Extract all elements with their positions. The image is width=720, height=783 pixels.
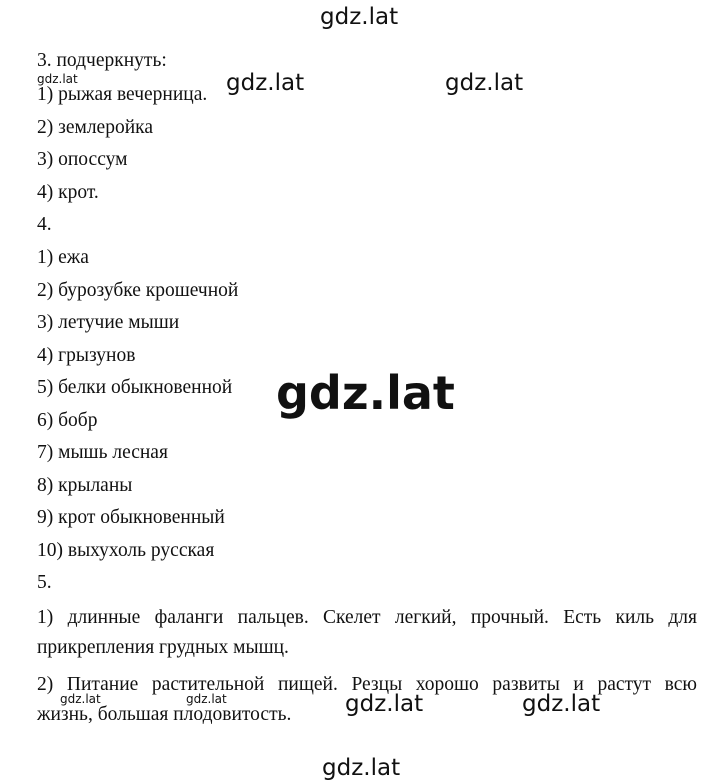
paragraph-line: 2) Питание растительной пищей. Резцы хорошо развиты и растут всю (37, 674, 697, 695)
paragraph-line: прикрепления грудных мышц. (37, 637, 289, 658)
task4-item: 10) выхухоль русская (37, 540, 215, 561)
watermark-mid: gdz.lat (345, 691, 424, 717)
task4-item: 2) бурозубке крошечной (37, 280, 239, 301)
task5-paragraph-1 (37, 603, 697, 663)
task4-item: 7) мышь лесная (37, 442, 168, 463)
paragraph-line: жизнь, большая плодовитость. (37, 704, 292, 725)
task3-item: 4) крот. (37, 182, 99, 203)
task4-item: 9) крот обыкновенный (37, 507, 225, 528)
watermark-big: gdz.lat (276, 366, 455, 420)
watermark-bottom: gdz.lat (322, 755, 401, 781)
task4-item: 8) крыланы (37, 475, 133, 496)
task4-item: 1) ежа (37, 247, 89, 268)
task3-item: 3) опоссум (37, 149, 128, 170)
watermark-mid: gdz.lat (226, 70, 305, 96)
task4-item: 5) белки обыкновенной (37, 377, 233, 398)
watermark-mid: gdz.lat (445, 70, 524, 96)
watermark-top: gdz.lat (320, 4, 399, 30)
watermark-tiny: gdz.lat (37, 72, 78, 86)
paragraph-line: 1) длинные фаланги пальцев. Скелет легкий, прочный. Есть киль для (37, 607, 697, 628)
watermark-tiny: gdz.lat (60, 692, 101, 706)
task4-heading: 4. (37, 214, 52, 235)
task4-item: 6) бобр (37, 410, 98, 431)
task3-item: 1) рыжая вечерница. (37, 84, 208, 105)
task4-item: 4) грызунов (37, 345, 136, 366)
task4-item: 3) летучие мыши (37, 312, 180, 333)
task3-item: 2) землеройка (37, 117, 153, 138)
watermark-mid: gdz.lat (522, 691, 601, 717)
task3-heading: 3. подчеркнуть: (37, 50, 167, 71)
task5-heading: 5. (37, 572, 52, 593)
watermark-tiny: gdz.lat (186, 692, 227, 706)
